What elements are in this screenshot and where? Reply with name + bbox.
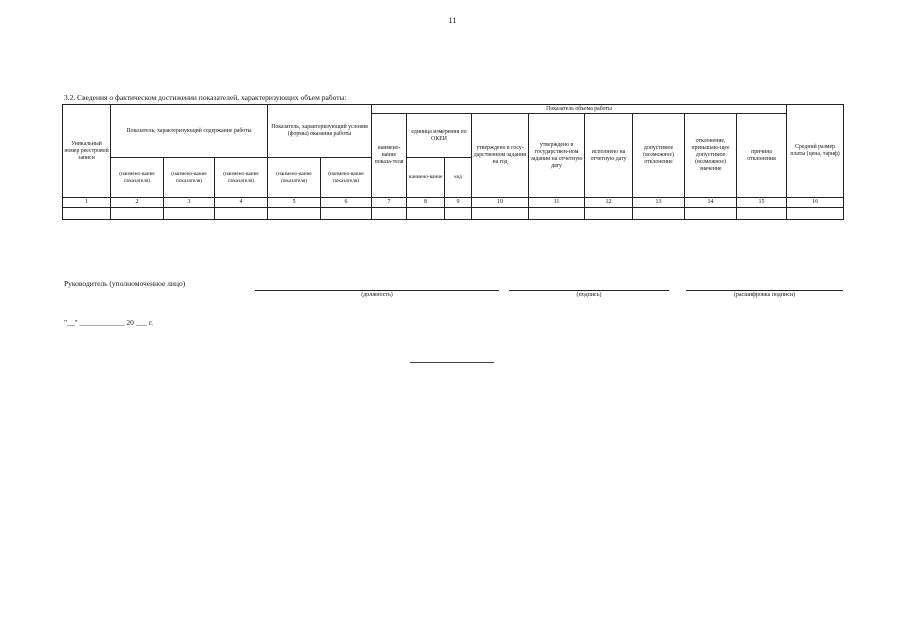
table-cell — [63, 208, 111, 220]
page-number: 11 — [448, 16, 457, 25]
header-sub-indicator-name: (наимено-вание показателя) — [268, 158, 321, 198]
header-volume-indicator: Показатель объема работы — [372, 105, 787, 114]
table-cell — [787, 208, 844, 220]
header-conditions-indicator: Показатель, характеризующий условия (формы) оказания работы — [268, 105, 372, 158]
header-allowed-deviation: допустимое (возможное) отклонение — [633, 114, 685, 198]
date-line — [64, 318, 153, 327]
header-sub-indicator-name: (наимено-вание показателя) — [215, 158, 268, 198]
header-unit-code: код — [445, 158, 472, 198]
table-cell — [685, 208, 737, 220]
signature-line — [509, 290, 669, 291]
table-cell — [372, 208, 407, 220]
table-cell — [111, 208, 164, 220]
header-sub-indicator-name: (наимено-вание показателя) — [321, 158, 372, 198]
column-number: 13 — [633, 198, 685, 208]
footer-separator — [410, 362, 494, 363]
table-cell — [737, 208, 787, 220]
header-approved-year: утверждено в госу-дарственном задании на год — [472, 114, 529, 198]
date-month-blank: ____________ — [79, 318, 125, 327]
column-numbers-row — [63, 198, 844, 208]
header-sub-indicator-name: (наимено-вание показателя) — [111, 158, 164, 198]
header-executed-date: исполнено на отчетную дату — [585, 114, 633, 198]
header-deviation-reason: причина отклонения — [737, 114, 787, 198]
date-quote-open: " — [64, 318, 68, 327]
table-cell — [407, 208, 445, 220]
decoding-caption: (расшифровка подписи) — [733, 292, 796, 298]
table-cell — [529, 208, 585, 220]
date-day-blank: __ — [67, 318, 75, 327]
header-unit-name: наимено-вание — [407, 158, 445, 198]
column-number: 3 — [164, 198, 215, 208]
column-number: 7 — [372, 198, 407, 208]
column-number: 9 — [445, 198, 472, 208]
column-number: 1 — [63, 198, 111, 208]
table-cell — [445, 208, 472, 220]
column-number: 5 — [268, 198, 321, 208]
header-unique-number: Уникальный номер реестровой записи — [63, 105, 111, 198]
date-year-prefix: 20 — [126, 318, 134, 327]
column-number: 11 — [529, 198, 585, 208]
date-year-suffix: г. — [148, 318, 153, 327]
table-cell — [268, 208, 321, 220]
header-content-indicator: Показатель, характеризующий содержание работы — [111, 105, 268, 158]
header-approved-date: утверждено в государствен-ном задании на отчетную дату — [529, 114, 585, 198]
work-volume-table — [62, 104, 844, 220]
column-number: 14 — [685, 198, 737, 208]
header-average-fee: Средний размер платы (цена, тариф) — [787, 105, 844, 198]
column-number: 10 — [472, 198, 529, 208]
column-number: 15 — [737, 198, 787, 208]
table-cell — [164, 208, 215, 220]
column-number: 2 — [111, 198, 164, 208]
header-indicator-name: наимено-вание показа-теля — [372, 114, 407, 198]
table-cell — [633, 208, 685, 220]
section-title: 3.2. Сведения о фактическом достижении показателей, характеризующих объем работы: — [64, 93, 347, 102]
table-row — [63, 208, 844, 220]
column-number: 16 — [787, 198, 844, 208]
table-cell — [321, 208, 372, 220]
table-cell — [215, 208, 268, 220]
column-number: 4 — [215, 198, 268, 208]
position-line — [255, 290, 499, 291]
column-number: 12 — [585, 198, 633, 208]
date-quote-close: " — [74, 318, 78, 327]
table-cell — [472, 208, 529, 220]
date-year-blank: ___ — [135, 318, 147, 327]
header-sub-indicator-name: (наимено-вание показателя) — [164, 158, 215, 198]
header-exceeding-deviation: отклонение, превышаю-щее допустимое (возможное) значение — [685, 114, 737, 198]
signature-label: Руководитель (уполномоченное лицо) — [64, 279, 186, 288]
column-number: 6 — [321, 198, 372, 208]
header-unit-okei: единица измерения по ОКЕИ — [407, 114, 472, 158]
table-cell — [585, 208, 633, 220]
position-caption: (должность) — [361, 292, 393, 298]
decoding-line — [686, 290, 843, 291]
column-number: 8 — [407, 198, 445, 208]
signature-caption: (подпись) — [576, 292, 602, 298]
